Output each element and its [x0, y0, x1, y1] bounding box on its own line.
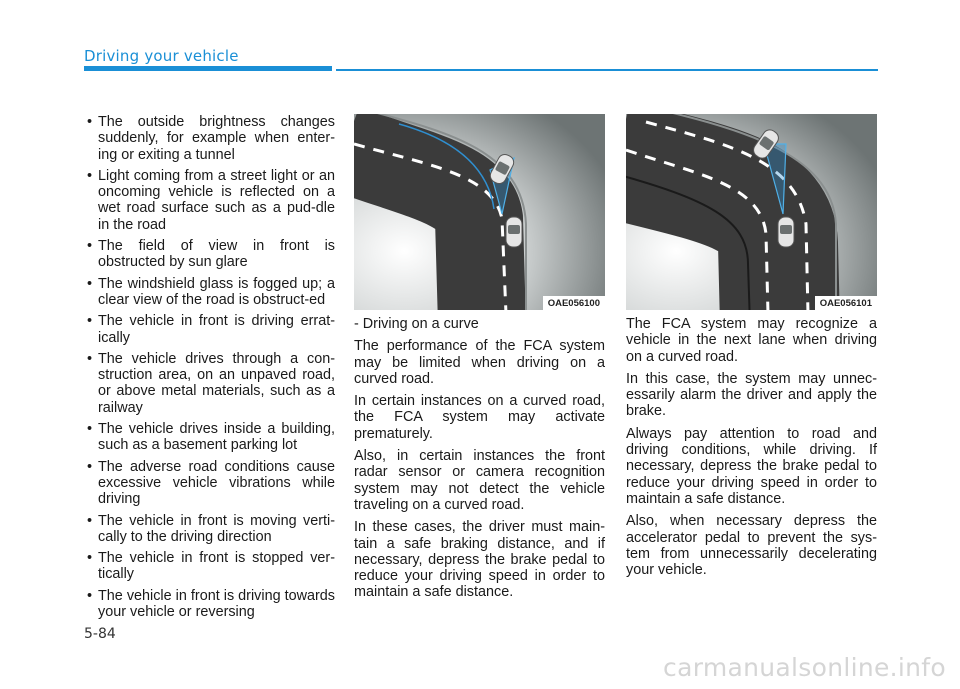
list-item: • The field of view in front is obstructed by sun glare — [84, 238, 335, 271]
list-item: • The vehicle in front is driving towards your vehicle or reversing — [84, 588, 335, 621]
curve-illustration — [626, 114, 877, 310]
curve-figure-same-lane — [354, 114, 605, 310]
paragraph: In certain instances on a curved road, the FCA system may activate prematurely. — [354, 393, 605, 442]
figure-code: OAE056101 — [815, 296, 877, 310]
paragraph: The performance of the FCA system may be limited when driving on a curved road. — [354, 338, 605, 387]
curve-figure-next-lane — [626, 114, 877, 310]
list-item: • The vehicle drives inside a building, such as a basement parking lot — [84, 421, 335, 454]
list-item: • The adverse road conditions cause excessive vehicle vibrations while driving — [84, 459, 335, 508]
paragraph: Also, in certain instances the front radar sensor or camera recognition system may not detect the vehicle traveling on a curved road. — [354, 448, 605, 513]
list-item: • Light coming from a street light or an oncoming vehicle is reflected on a wet road surface such as a pud-dle in the road — [84, 168, 335, 233]
page-number: 5-84 — [84, 626, 116, 642]
subheading: - Driving on a curve — [354, 316, 479, 332]
header-rule — [336, 69, 878, 71]
watermark: carmanualsonline.info — [663, 653, 946, 682]
section-title: Driving your vehicle — [84, 47, 239, 65]
paragraph: In this case, the system may unnec-essarily alarm the driver and apply the brake. — [626, 370, 877, 420]
list-item: • The vehicle in front is driving errat-ically — [84, 313, 335, 346]
condition-list — [84, 114, 335, 620]
list-item: • The vehicle in front is stopped ver-tically — [84, 550, 335, 583]
header-accent-bar — [84, 66, 332, 71]
list-item: • The windshield glass is fogged up; a clear view of the road is obstruct-ed — [84, 276, 335, 309]
list-item: • The vehicle drives through a con-struction area, on an unpaved road, or above metal materials, such as a railway — [84, 351, 335, 416]
paragraph: In these cases, the driver must main-tain a safe braking distance, and if necessary, depress the brake pedal to reduce your driving speed in order to maintain a safe distance. — [354, 519, 605, 601]
list-item: • The vehicle in front is moving verti-cally to the driving direction — [84, 513, 335, 546]
left-column — [84, 114, 335, 625]
list-item: • The outside brightness changes suddenly, for example when enter-ing or exiting a tunnel — [84, 114, 335, 163]
right-column — [626, 316, 877, 584]
paragraph: The FCA system may recognize a vehicle in the next lane when driving on a curved road. — [626, 316, 877, 365]
paragraph: Also, when necessary depress the accelerator pedal to prevent the sys-tem from unnecessarily decelerating your vehicle. — [626, 513, 877, 579]
paragraph: Always pay attention to road and driving conditions, while driving. If necessary, depress the brake pedal to reduce your driving speed in order to maintain a safe distance. — [626, 425, 877, 507]
middle-column — [354, 316, 605, 607]
curve-illustration — [354, 114, 605, 310]
figure-code: OAE056100 — [543, 296, 605, 310]
